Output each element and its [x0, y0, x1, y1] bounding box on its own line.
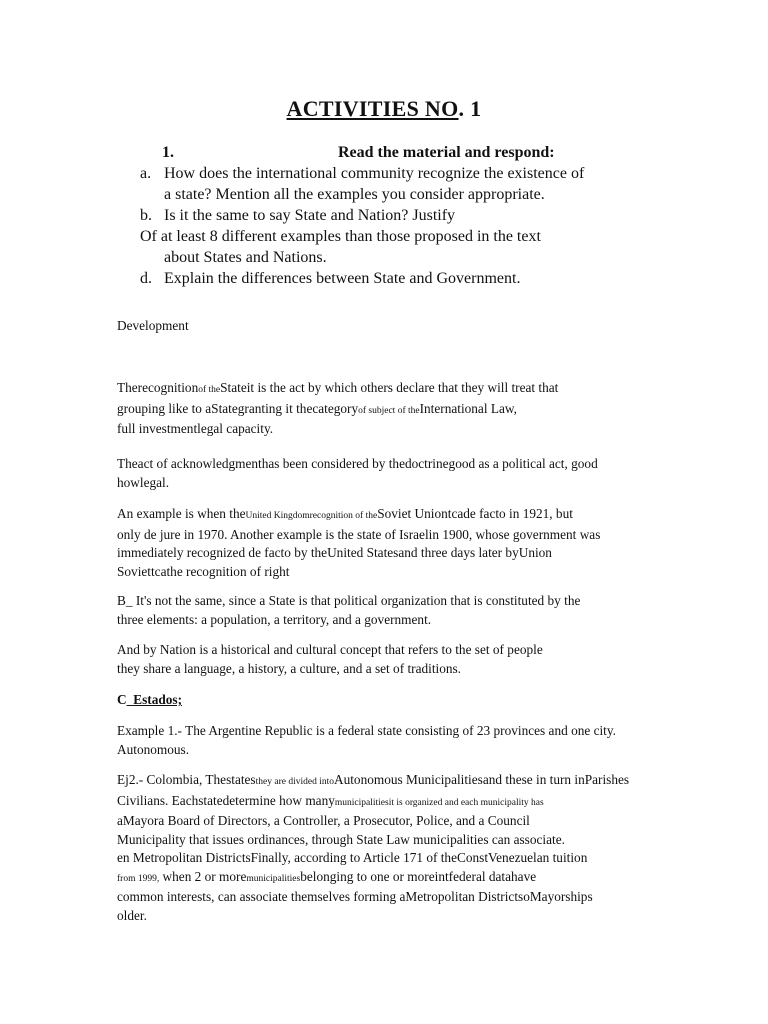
text-run: Soviet Union [377, 506, 448, 521]
paragraph-recognition [117, 379, 653, 439]
text-line: Theact of acknowledgmenthas been considered by thedoctrinegood as a political act, good [117, 456, 598, 471]
question-a-line2: a state? Mention all the examples you consider appropriate. [164, 186, 545, 203]
text-line: aMayora Board of Directors, a Controller, a Prosecutor, Police, and a Council [117, 813, 530, 828]
development-heading: Development [117, 318, 189, 333]
paragraph-nation [117, 641, 653, 678]
text-line: Municipality that issues ordinances, through State Law municipalities can associate. [117, 831, 565, 847]
text-line: Soviettcathe recognition of right [117, 563, 290, 579]
text-line: older. [117, 907, 147, 923]
text-run: Ej2.- Colombia, Thestates [117, 772, 256, 787]
title-rest: . 1 [458, 96, 482, 121]
text-run: Therecognition [117, 380, 199, 395]
text-run-small: municipalities [246, 873, 301, 884]
text-run: tcade facto in 1921, but [447, 506, 573, 521]
text-run: when 2 or more [159, 868, 247, 884]
text-line: immediately recognized de facto by theUnited Statesand three days later byUnion [117, 545, 552, 560]
text-run: belonging to one or moreintfederal datahave [300, 868, 537, 884]
text-line: And by Nation is a historical and cultural concept that refers to the set of people [117, 642, 543, 657]
section-c-underlined: Estados; [133, 692, 183, 707]
text-run: full investmentlegal capacity. [117, 421, 274, 436]
text-line: they share a language, a history, a culture, and a set of traditions. [117, 660, 461, 676]
question-c [140, 226, 672, 268]
text-line: three elements: a population, a territory, and a government. [117, 611, 432, 627]
paragraph-acknowledgment [117, 455, 653, 492]
page-title [0, 96, 768, 122]
text-run-small: from 1999, [117, 873, 160, 884]
question-a [140, 163, 672, 205]
text-run: Autonomous Municipalities [333, 772, 483, 787]
text-run: and these in turn inParishes [482, 772, 630, 787]
question-a-line1: How does the international community recognize the existence of [164, 165, 585, 182]
question-d [140, 268, 672, 289]
text-line: only de jure in 1970. Another example is the state of Israelin 1900, whose government was [117, 526, 601, 542]
text-line: B_ It's not the same, since a State is that political organization that is constituted by the [117, 593, 581, 608]
text-line: howlegal. [117, 474, 170, 490]
text-run: grouping like to aStategranting it thecategory [117, 400, 359, 416]
question-c-line2: about States and Nations. [164, 249, 327, 266]
text-run-small: they are divided into [255, 777, 334, 787]
text-run: Stateit is the act by which others declare that they will treat that [220, 380, 559, 395]
section-c-heading [117, 691, 653, 710]
paragraph-example [117, 505, 653, 581]
paragraph-example-2 [117, 771, 668, 925]
question-b [140, 205, 672, 226]
question-c-line1: Of at least 8 different examples than those proposed in the text [140, 228, 541, 245]
instruction-number: 1. [162, 144, 174, 161]
text-line: common interests, can associate themselves forming aMetropolitan DistrictsoMayorships [117, 889, 593, 904]
paragraph-example-1 [117, 722, 668, 759]
text-run: International Law, [419, 400, 517, 416]
section-c-prefix: C_ [117, 692, 134, 707]
text-run-small: it is organized and each municipality has [388, 797, 544, 808]
text-run: An example is when the [117, 506, 246, 521]
text-run-small: municipalities [334, 797, 389, 808]
question-d-line1: Explain the differences between State and Government. [164, 270, 521, 287]
text-line: en Metropolitan DistrictsFinally, according to Article 171 of theConstVenezuelan tuition [117, 850, 588, 865]
text-run-small: of subject of the [358, 405, 420, 416]
question-a-label: a. [140, 165, 152, 182]
question-d-label: d. [140, 270, 152, 287]
text-run: Civilians. Eachstatedetermine how many [117, 792, 335, 808]
question-b-label: b. [140, 207, 152, 224]
question-b-line1: Is it the same to say State and Nation? Justify [164, 207, 456, 224]
text-run-small: of the [198, 385, 221, 395]
text-line: Example 1.- The Argentine Republic is a federal state consisting of 23 provinces and one city. [117, 723, 616, 738]
paragraph-state [117, 592, 653, 629]
instruction-text: Read the material and respond: [338, 144, 555, 161]
text-run-small: recognition of the [309, 511, 378, 521]
text-line: Autonomous. [117, 741, 190, 757]
title-underlined: ACTIVITIES NO [286, 96, 459, 121]
text-run-small: United Kingdom [245, 511, 310, 521]
